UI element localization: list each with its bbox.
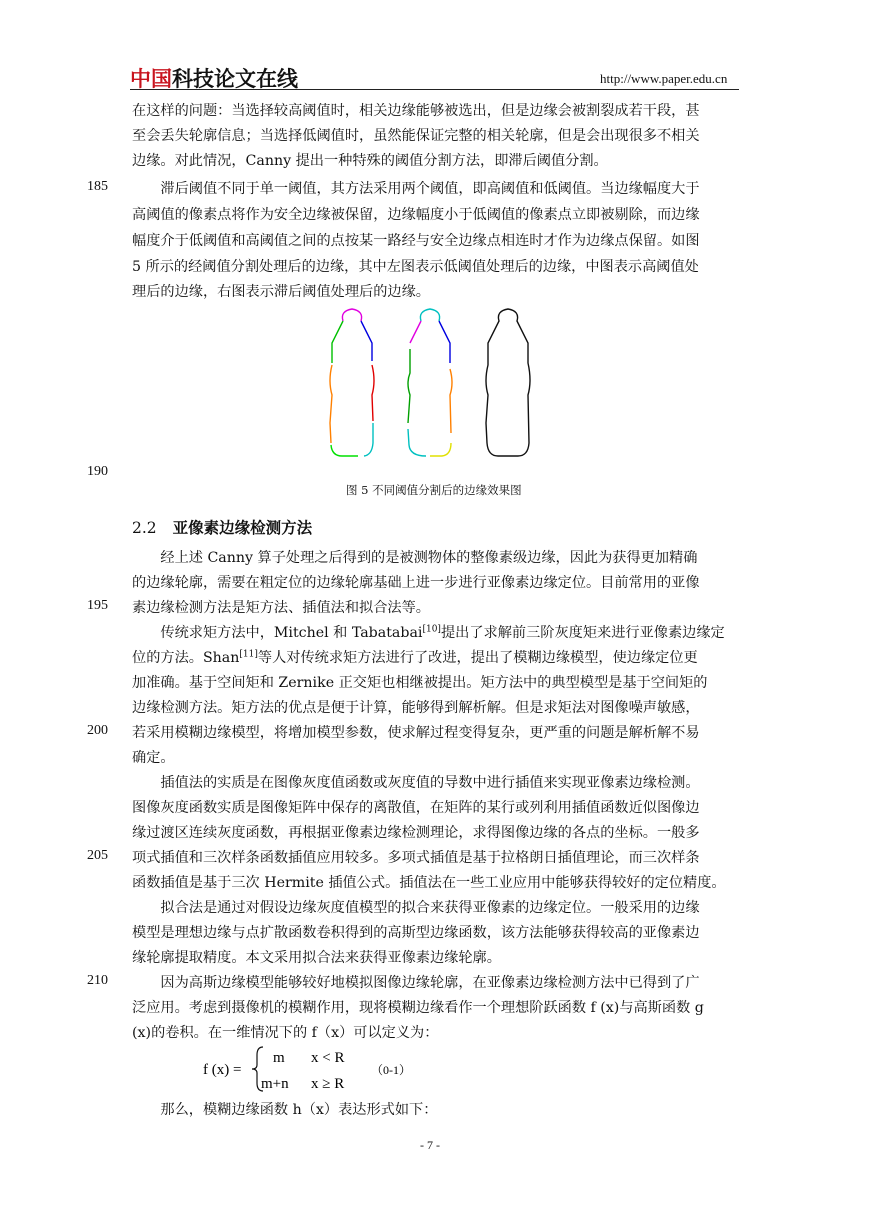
body-line: 若采用模糊边缘模型，将增加模型参数，使求解过程变得复杂，更严重的问题是解析解不易	[132, 725, 700, 741]
body-line: 函数插值是基于三次 Hermite 插值公式。插值法在一些工业应用中能够获得较好的定位精度。	[132, 875, 726, 891]
body-line: 确定。	[132, 750, 175, 766]
body-line: 项式插值和三次样条函数插值应用较多。多项式插值是基于拉格朗日插值理论，而三次样条	[132, 850, 700, 866]
body-text: 提出了求解前三阶灰度矩来进行亚像素边缘定	[440, 625, 725, 641]
body-text: 等人对传统求矩方法进行了改进，提出了模糊边缘模型，使边缘定位更	[257, 650, 698, 666]
body-line: (x)的卷积。在一维情况下的 f（x）可以定义为：	[132, 1025, 439, 1041]
body-line: 在这样的问题：当选择较高阈值时，相关边缘能够被选出，但是边缘会被割裂成若干段，甚	[132, 103, 700, 119]
body-text: 位的方法。Shan	[132, 650, 240, 666]
body-line: 缘轮廓提取精度。本文采用拟合法来获得亚像素边缘轮廓。	[132, 950, 501, 966]
section-heading	[132, 516, 312, 538]
body-line: 缘过渡区连续灰度函数，再根据亚像素边缘检测理论，求得图像边缘的各点的坐标。一般多	[132, 825, 700, 841]
line-number: 200	[87, 723, 108, 738]
body-line	[132, 648, 738, 668]
body-line: 拟合法是通过对假设边缘灰度值模型的拟合来获得亚像素的边缘定位。一般采用的边缘	[132, 900, 700, 916]
line-number: 205	[87, 848, 108, 863]
bottle-low-threshold	[330, 309, 374, 456]
line-number: 190	[87, 464, 108, 479]
body-line: 模型是理想边缘与点扩散函数卷积得到的高斯型边缘函数，该方法能够获得较高的亚像素边	[132, 925, 700, 941]
section-title: 亚像素边缘检测方法	[172, 518, 313, 537]
body-line: 因为高斯边缘模型能够较好地模拟图像边缘轮廓，在亚像素边缘检测方法中已得到了广	[132, 975, 700, 991]
logo-red-text: 中国	[130, 67, 172, 91]
equation-lhs: f (x) =	[203, 1062, 242, 1078]
page-number: - 7 -	[420, 1138, 440, 1152]
body-line: 至会丢失轮廓信息；当选择低阈值时，虽然能保证完整的相关轮廓，但是会出现很多不相关	[132, 128, 700, 144]
equation-label: （0-1）	[371, 1063, 411, 1077]
line-number: 210	[87, 973, 108, 988]
bottle-hysteresis-threshold	[486, 309, 530, 456]
body-line: 经上述 Canny 算子处理之后得到的是被测物体的整像素级边缘，因此为获得更加精确	[132, 550, 698, 566]
body-line: 的边缘轮廓，需要在粗定位的边缘轮廓基础上进一步进行亚像素边缘定位。目前常用的亚像	[132, 575, 700, 591]
body-line: 滞后阈值不同于单一阈值，其方法采用两个阈值，即高阈值和低阈值。当边缘幅度大于	[132, 181, 700, 197]
line-number: 195	[87, 598, 108, 613]
figure-5-bottle-edges	[318, 303, 538, 473]
body-line: 幅度介于低阈值和高阈值之间的点按某一路经与安全边缘点相连时才作为边缘点保留。如图	[132, 233, 700, 249]
case1-condition: x < R	[311, 1050, 345, 1066]
equation-0-1	[203, 1043, 443, 1095]
case2-value: m+n	[261, 1076, 289, 1092]
case1-value: m	[273, 1050, 285, 1066]
body-line: 图像灰度函数实质是图像矩阵中保存的离散值，在矩阵的某行或列利用插值函数近似图像边	[132, 800, 700, 816]
case2-condition: x ≥ R	[311, 1076, 345, 1092]
header-url[interactable]: http://www.paper.edu.cn	[600, 71, 728, 86]
body-line: 5 所示的经阈值分割处理后的边缘，其中左图表示低阈值处理后的边缘，中图表示高阈值处	[132, 259, 699, 275]
logo-black-text: 科技论文在线	[172, 67, 298, 91]
body-line: 插值法的实质是在图像灰度值函数或灰度值的导数中进行插值来实现亚像素边缘检测。	[132, 775, 700, 791]
body-line: 边缘。对此情况，Canny 提出一种特殊的阈值分割方法，即滞后阈值分割。	[132, 153, 608, 169]
citation-ref[interactable]: [10]	[422, 624, 441, 635]
body-text: 传统求矩方法中，Mitchel 和 Tabatabai	[132, 625, 423, 641]
bottle-high-threshold	[408, 309, 452, 456]
body-line: 素边缘检测方法是矩方法、插值法和拟合法等。	[132, 600, 430, 616]
body-line: 泛应用。考虑到摄像机的模糊作用，现将模糊边缘看作一个理想阶跃函数 f (x)与高斯函数 g	[132, 1000, 704, 1016]
line-number: 185	[87, 179, 108, 194]
body-line: 边缘检测方法。矩方法的优点是便于计算，能够得到解析解。但是求矩法对图像噪声敏感，	[132, 700, 700, 716]
header-rule	[130, 89, 739, 90]
citation-ref[interactable]: [11]	[239, 649, 258, 660]
body-line: 高阈值的像素点将作为安全边缘被保留，边缘幅度小于低阈值的像素点立即被剔除，而边缘	[132, 207, 700, 223]
body-line: 理后的边缘，右图表示滞后阈值处理后的边缘。	[132, 284, 430, 300]
body-line	[132, 623, 738, 643]
body-line: 那么，模糊边缘函数 h（x）表达形式如下：	[132, 1102, 438, 1118]
body-line: 加准确。基于空间矩和 Zernike 正交矩也相继被提出。矩方法中的典型模型是基于空间矩的	[132, 675, 708, 691]
section-number: 2.2	[132, 519, 157, 537]
figure-caption: 图 5 不同阈值分割后的边缘效果图	[346, 483, 522, 497]
